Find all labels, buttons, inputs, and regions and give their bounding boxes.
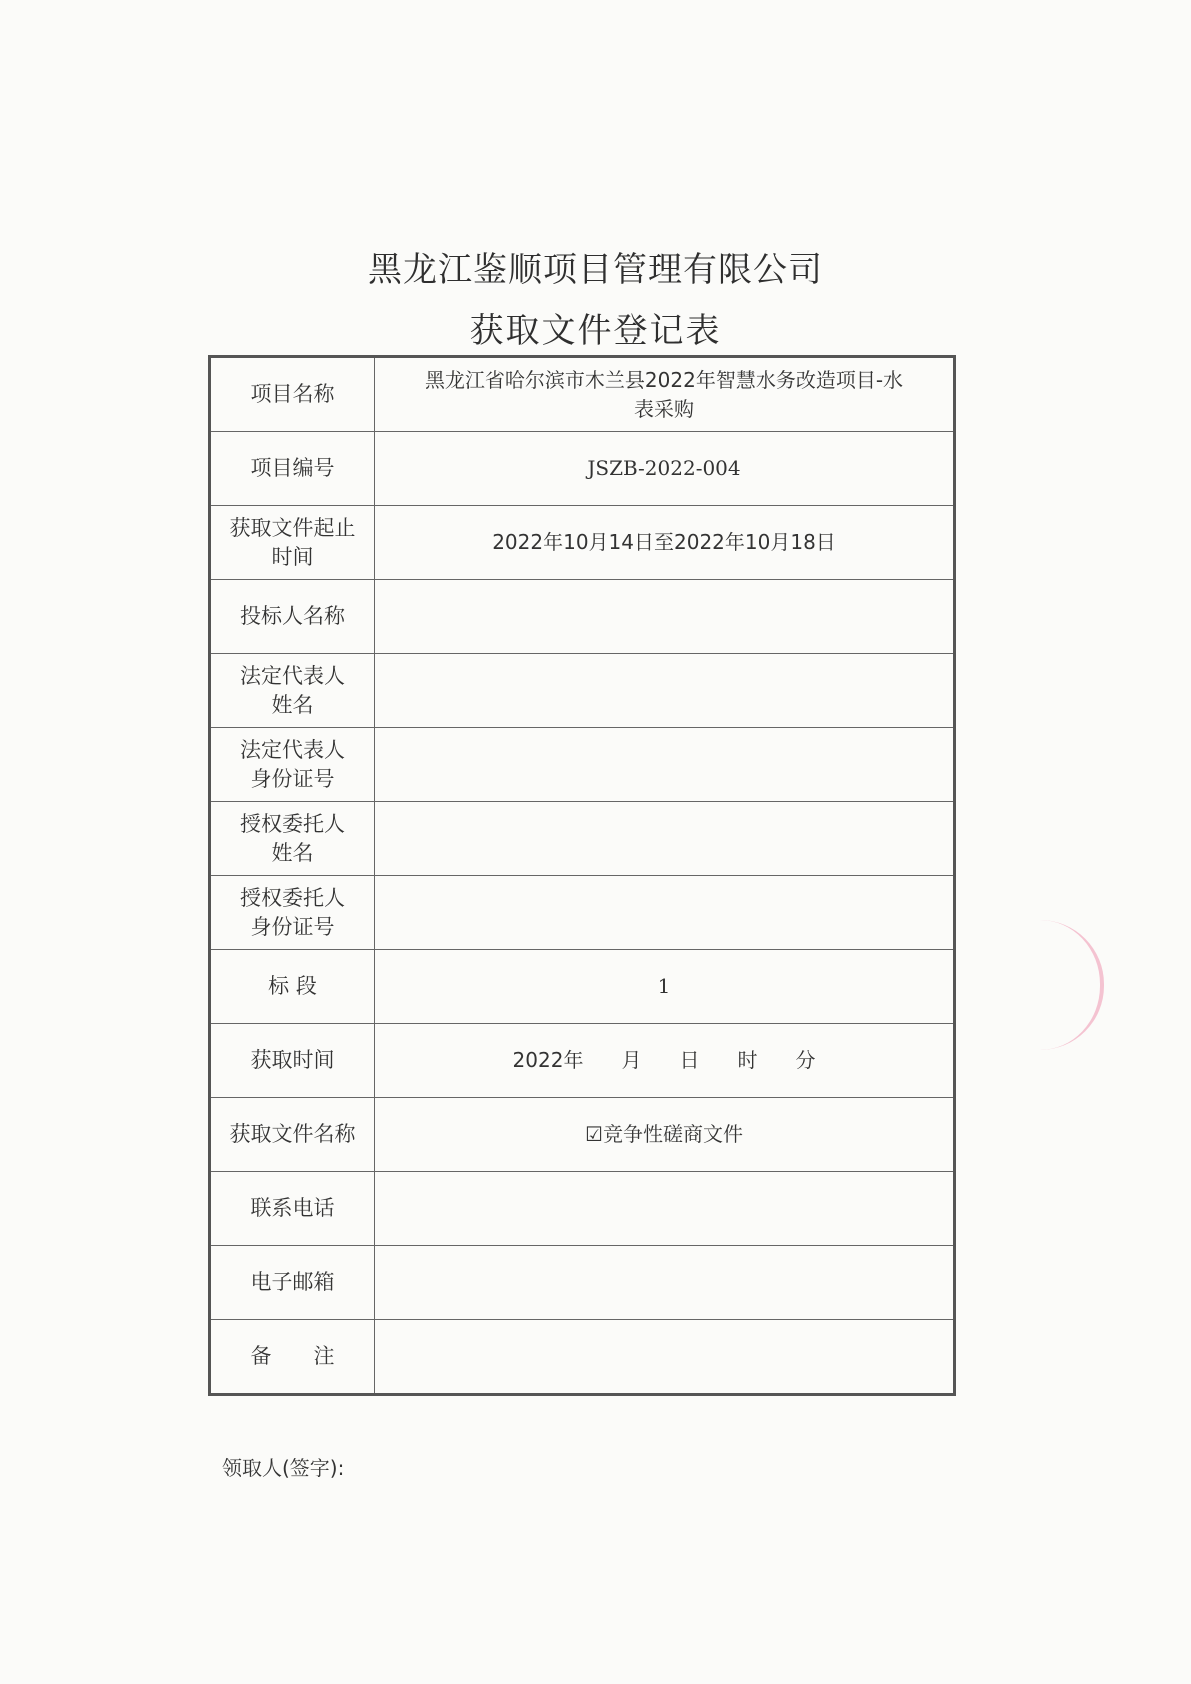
table-row xyxy=(210,654,955,728)
lot-label: 标 段 xyxy=(210,950,375,1024)
time-month: 月 xyxy=(621,1048,642,1072)
acquisition-time-value[interactable] xyxy=(375,1024,955,1098)
project-name-label: 项目名称 xyxy=(210,357,375,432)
table-row xyxy=(210,876,955,950)
remarks-label: 备 注 xyxy=(210,1320,375,1395)
table-row xyxy=(210,802,955,876)
email-label: 电子邮箱 xyxy=(210,1246,375,1320)
document-name-value: ☑竞争性磋商文件 xyxy=(375,1098,955,1172)
legal-rep-id-value[interactable] xyxy=(375,728,955,802)
table-row xyxy=(210,432,955,506)
time-year: 2022年 xyxy=(512,1048,584,1072)
acquisition-period-label: 获取文件起止时间 xyxy=(210,506,375,580)
time-day: 日 xyxy=(679,1048,700,1072)
table-row xyxy=(210,950,955,1024)
time-hour: 时 xyxy=(737,1048,758,1072)
company-name: 黑龙江鉴顺项目管理有限公司 xyxy=(368,250,823,290)
bidder-name-label: 投标人名称 xyxy=(210,580,375,654)
table-row xyxy=(210,1246,955,1320)
document-name-label: 获取文件名称 xyxy=(210,1098,375,1172)
table-row xyxy=(210,580,955,654)
legal-rep-name-value[interactable] xyxy=(375,654,955,728)
acquisition-period-value: 2022年10月14日至2022年10月18日 xyxy=(375,506,955,580)
time-minute: 分 xyxy=(795,1048,816,1072)
lot-value: 1 xyxy=(375,950,955,1024)
agent-id-value[interactable] xyxy=(375,876,955,950)
agent-name-value[interactable] xyxy=(375,802,955,876)
legal-rep-id-label: 法定代表人身份证号 xyxy=(210,728,375,802)
agent-id-label: 授权委托人身份证号 xyxy=(210,876,375,950)
acquisition-time-label: 获取时间 xyxy=(210,1024,375,1098)
table-row xyxy=(210,1172,955,1246)
phone-label: 联系电话 xyxy=(210,1172,375,1246)
bidder-name-value[interactable] xyxy=(375,580,955,654)
remarks-value[interactable] xyxy=(375,1320,955,1395)
table-row xyxy=(210,1320,955,1395)
table-row xyxy=(210,1024,955,1098)
seal-stamp-edge xyxy=(1040,920,1104,1050)
table-row xyxy=(210,1098,955,1172)
agent-name-label: 授权委托人姓名 xyxy=(210,802,375,876)
registration-table xyxy=(208,355,956,1396)
project-name-value: 黑龙江省哈尔滨市木兰县2022年智慧水务改造项目-水表采购 xyxy=(375,357,955,432)
table-row xyxy=(210,728,955,802)
form-title: 获取文件登记表 xyxy=(469,311,722,351)
email-value[interactable] xyxy=(375,1246,955,1320)
project-number-label: 项目编号 xyxy=(210,432,375,506)
table-row xyxy=(210,506,955,580)
table-row xyxy=(210,357,955,432)
signer-label: 领取人(签字): xyxy=(222,1456,345,1480)
phone-value[interactable] xyxy=(375,1172,955,1246)
legal-rep-name-label: 法定代表人姓名 xyxy=(210,654,375,728)
project-number-value: JSZB-2022-004 xyxy=(375,432,955,506)
